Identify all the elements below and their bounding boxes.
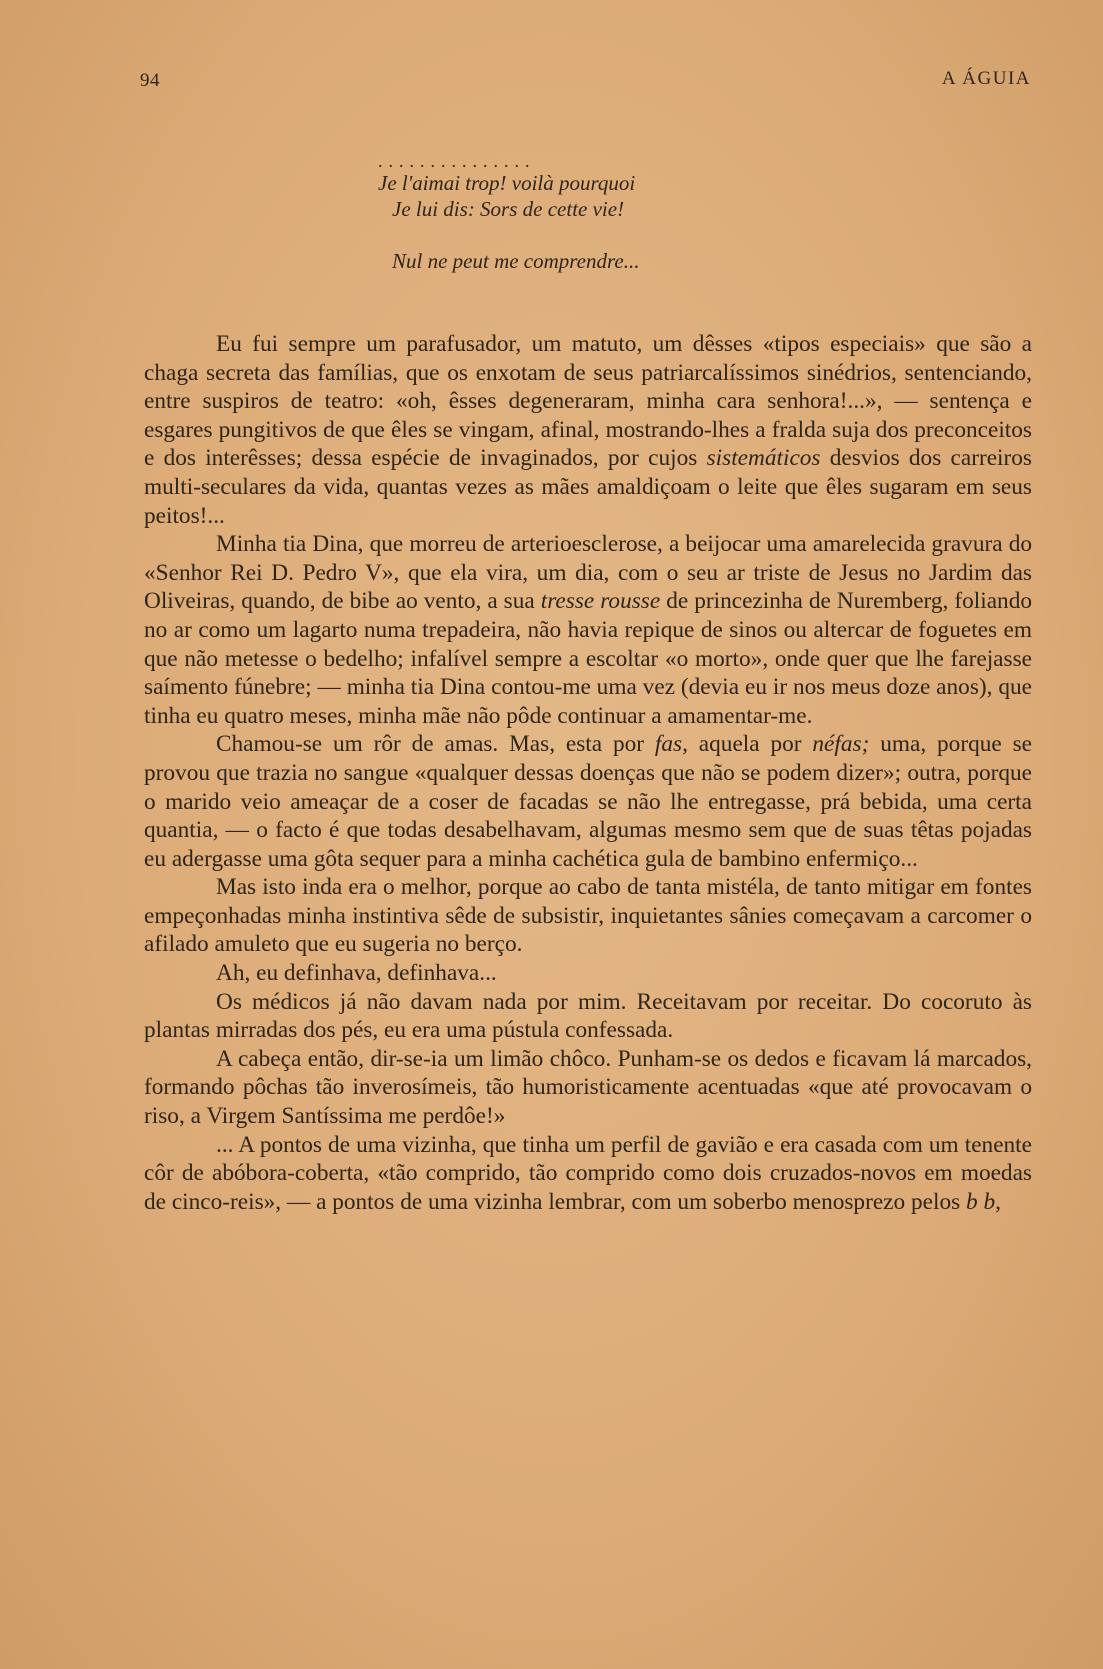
body-text: [144, 330, 1032, 1216]
paragraph: Eu fui sempre um parafusador, um matuto, um dêsses «tipos especiais» que são a chaga secreta das famílias, que os enxotam de seus patriarcalíssimos sinédrios, sentenciando, entre suspiros de teatro: «oh, êsses degeneraram, minha cara senhora!...», — sentença e esgares pungitivos de que êles se vingam, afinal, mostrando-lhes a fralda suja dos preconceitos e dos interêsses; dessa espécie de invaginados, por cujos sistemáticos desvios dos carreiros multi-seculares da vida, quantas vezes as mães amaldiçoam o leite que êles sugaram em seus peitos!...: [144, 331, 1032, 529]
paragraph: Mas isto inda era o melhor, porque ao cabo de tanta mistéla, de tanto mitigar em fontes empeçonhadas minha instintiva sêde de subsistir, inquietantes sânies começavam a carcomer o afilado amuleto que eu sugeria no berço.: [144, 874, 1032, 958]
paragraph: Minha tia Dina, que morreu de arterioesclerose, a beijocar uma amarelecida gravura do «Senhor Rei D. Pedro V», que ela vira, um dia, com o seu ar triste de Jesus no Jardim das Oliveiras, quando, de bibe ao vento, a sua tresse rousse de princezinha de Nuremberg, foliando no ar como um lagarto numa trepadeira, não havia repique de sinos ou altercar de foguetes em que não metesse o bedelho; infalível sempre a escoltar «o morto», onde quer que lhe farejasse saímento fúnebre; — minha tia Dina contou-me uma vez (devia eu ir nos meus doze anos), que tinha eu quatro meses, minha mãe não pôde continuar a amamentar-me.: [144, 531, 1032, 729]
emphasis: fas,: [654, 731, 688, 758]
emphasis: néfas;: [812, 731, 870, 758]
epigraph-line: Je l'aimai trop! voilà pourquoi: [378, 171, 636, 195]
page-number: 94: [140, 70, 160, 91]
paragraph: Ah, eu definhava, definhava...: [216, 960, 497, 987]
epigraph-ellipsis: ...............: [378, 151, 536, 171]
emphasis: sistemáticos: [706, 445, 821, 472]
emphasis: tresse rousse: [540, 588, 661, 615]
paragraph: A cabeça então, dir-se-ia um limão chôco. Punham-se os dedos e ficavam lá marcados, formando pôchas tão inverosímeis, tão humoristicamente acentuadas «que até provocavam o riso, a Virgem Santíssima me perdôe!»: [144, 1045, 1032, 1130]
epigraph-line: Nul ne peut me comprendre...: [392, 249, 640, 273]
emphasis: b b,: [966, 1188, 1001, 1215]
epigraph-line: Je lui dis: Sors de cette vie!: [392, 197, 625, 221]
epigraph: [378, 152, 639, 274]
paragraph: Chamou-se um rôr de amas. Mas, esta por fas, aquela por néfas; uma, porque se provou que trazia no sangue «qualquer dessas doenças que não se podem dizer»; outra, porque o marido veio ameaçar de a coser de facadas se não lhe entregasse, prá bebida, uma certa quantia, — o facto é que todas desabelhavam, algumas mesmo sem que de suas têtas pojadas eu adergasse uma gôta sequer para a minha cachética gula de bambino enfermiço...: [144, 731, 1032, 872]
paragraph: ... A pontos de uma vizinha, que tinha um perfil de gavião e era casada com um tenente côr de abóbora-coberta, «tão comprido, tão comprido como dois cruzados-novos em moedas de cinco-reis», — a pontos de uma vizinha lembrar, com um soberbo menosprezo pelos b b,: [144, 1131, 1032, 1215]
paragraph: Os médicos já não davam nada por mim. Receitavam por receitar. Do cocoruto às plantas mirradas dos pés, eu era uma pústula confessada.: [144, 988, 1032, 1044]
running-title: A ÁGUIA: [941, 68, 1031, 89]
